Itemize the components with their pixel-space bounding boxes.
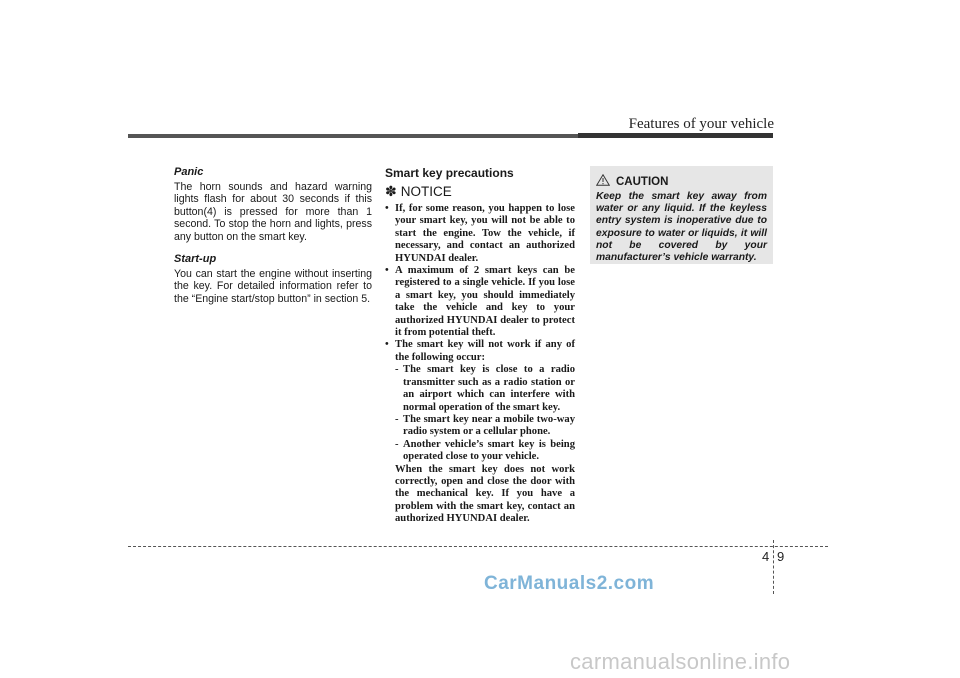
- notice-body: [385, 203, 575, 526]
- caution-body: Keep the smart key away from water or any liquid. If the keyless entry system is inoperative due to exposure to water or liquids, it will not be covered by your manufacturer’s vehicle warranty.: [596, 191, 767, 264]
- panic-heading: Panic: [174, 166, 204, 178]
- caution-title: CAUTION: [616, 175, 669, 188]
- notice-sub-item: - The smart key near a mobile two-way radio system or a cellular phone.: [395, 413, 575, 438]
- notice-sub-item: - Another vehicle’s smart key is being operated close to your vehicle.: [395, 438, 575, 463]
- middle-column: [385, 166, 575, 526]
- left-column: [174, 166, 372, 315]
- caution-box: [590, 166, 773, 264]
- notice-heading: [385, 183, 575, 200]
- warning-triangle-icon: [596, 174, 610, 189]
- notice-sub-item: - The smart key is close to a radio transmitter such as a radio station or an airport which can interfere with normal operation of the smart key.: [395, 364, 575, 413]
- notice-title: NOTICE: [400, 184, 452, 199]
- page-number-divider: [773, 540, 774, 594]
- notice-closing: When the smart key does not work correctly, open and close the door with the mechanical key. If you have a problem with the smart key, contact an authorized HYUNDAI dealer.: [395, 463, 575, 525]
- section-title: Smart key precautions: [385, 166, 514, 180]
- footer-divider: [128, 546, 828, 547]
- notice-bullet: • If, for some reason, you happen to lose your smart key, you will not be able to start the engine. Tow the vehicle, if necessary, and contact an authorized HYUNDAI dealer.: [385, 203, 575, 264]
- notice-bullet: • A maximum of 2 smart keys can be registered to a single vehicle. If you lose a smart key, you should immediately take the vehicle and key to your authorized HYUNDAI dealer to protect it from potential theft.: [385, 265, 575, 339]
- notice-mark-icon: ✽: [385, 183, 397, 199]
- header-rule-accent: [578, 133, 773, 138]
- panic-body: The horn sounds and hazard warning lights flash for about 30 seconds if this button(4) is pressed for more than 1 second. To stop the horn and lights, press any button on the smart key.: [174, 180, 372, 243]
- caution-heading: [596, 174, 773, 189]
- watermark-logo: CarManuals2.com: [484, 573, 655, 594]
- startup-heading: Start-up: [174, 253, 217, 265]
- watermark-footer: carmanualsonline.info: [570, 649, 791, 674]
- section-number: 4: [762, 549, 770, 564]
- page-header-title: Features of your vehicle: [628, 116, 774, 132]
- page-number: 9: [777, 549, 785, 564]
- notice-bullet: • The smart key will not work if any of the following occur:: [385, 339, 575, 363]
- startup-body: You can start the engine without inserting the key. For detailed information refer to the “Engine start/stop button” in section 5.: [174, 267, 372, 305]
